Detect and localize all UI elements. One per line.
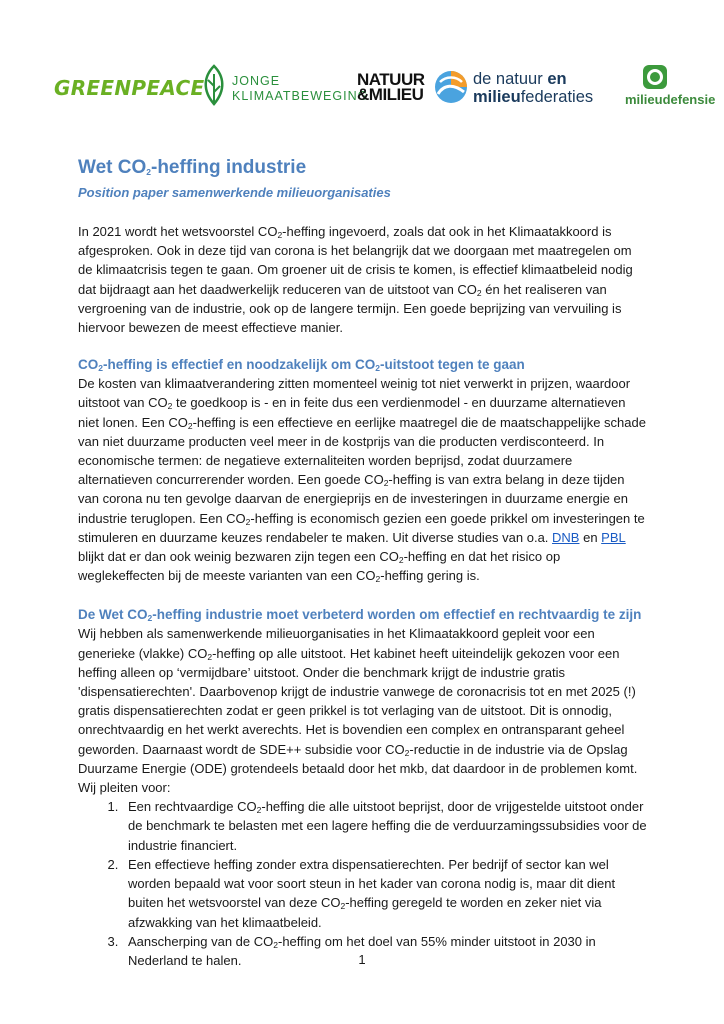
page-number: 1 <box>358 952 366 967</box>
logo-bar <box>52 62 716 112</box>
list-item: 1. Een rechtvaardige $CO_2$-heffing die alle uitstoot beprijst, door de vrijgestelde uitstoot onder de benchmark te belasten met een lagere heffing die de verduurzamingssubsidies voor de industrie financiert. <box>122 797 648 855</box>
natuur-en-milieu-logo <box>357 72 425 102</box>
pbl-link[interactable]: PBL <box>601 529 626 545</box>
section-paragraph-effectief: De kosten van klimaatverandering zitten momenteel weinig tot niet verwerkt in prijzen, waardoor uitstoot van $CO_2$ te goedkoop is - en in feite dus een verdienmodel - en duurzame alternatieven niet lonen. Een $CO_2$-heffing is een effectieve en eerlijke maatregel die de maatschappelijke schade van niet duurzame producten veel meer in de kostprijs van die producten verdisconteerd. In economische termen: de negatieve externaliteiten worden beprijsd, zodat duurzamere alternatieven concurrerender worden. Een goede $CO_2$-heffing is van extra belang in deze tijden van corona nu ten gevolge daarvan de energieprijs en de investeringen in duurzame energie en industrie teruglopen. Een $CO_2$-heffing is economisch gezien een goede prikkel om investeringen te stimuleren en duurzame keuzes rendabeler te maken. Uit diverse studies van o.a. DNB en PBL blijkt dat er dan ook weinig bezwaren zijn tegen een $CO_2$-heffing en dat het risico op weglekeffecten bij de meeste varianten van een $CO_2$-heffing gering is. <box>78 376 646 585</box>
intro-paragraph: In 2021 wordt het wetsvoorstel $CO_2$-heffing ingevoerd, zoals dat ook in het Klimaatakkoord is afgesproken. Ook in deze tijd van corona is het belangrijk dat we doorgaan met maatregelen om de klimaatcrisis tegen te gaan. Om groener uit de crisis te komen, is effectief klimaatbeleid nodig dat bijdraagt aan het daadwerkelijk reduceren van de uitstoot van $CO_2$ én het realiseren van vergroening van de industrie, ook op de langere termijn. Een goede beprijzing van vervuiling is hiervoor bewezen de meest effectieve manier. <box>78 224 633 336</box>
federaties-text-d: federaties <box>520 88 594 106</box>
demands-list <box>78 797 648 970</box>
milieu-text: &MILIEU <box>357 85 424 104</box>
list-item: 3. Aanscherping van de $CO_2$-heffing om het doel van 55% minder uitstoot in 2030 in Nederland te halen. <box>122 932 648 970</box>
klimaatbeweging-text: KLIMAATBEWEGING <box>232 89 369 103</box>
milieudefensie-icon <box>642 64 668 90</box>
section-heading-verbeterd: De Wet $CO_2$-heffing industrie moet verbeterd worden om effectief en rechtvaardig te zijn <box>78 607 642 624</box>
federaties-circle-icon <box>434 70 468 104</box>
jonge-text: JONGE <box>232 74 281 88</box>
milieudefensie-text: milieudefensie <box>625 92 716 107</box>
federaties-text-a: de natuur <box>473 70 548 88</box>
document-body <box>78 156 648 970</box>
leaf-icon <box>200 64 228 106</box>
dnb-link[interactable]: DNB <box>552 529 580 545</box>
federaties-text-b: en <box>547 70 567 88</box>
natuur-text: NATUUR <box>357 70 425 89</box>
section-paragraph-verbeterd: Wij hebben als samenwerkende milieuorganisaties in het Klimaatakkoord gepleit voor een generieke (vlakke) $CO_2$-heffing op alle uitstoot. Het kabinet heeft uiteindelijk gekozen voor een heffing alleen op ‘vermijdbare’ uitstoot. Onder die benchmark krijgt de industrie gratis 'dispensatierechten'. Daarbovenop krijgt de industrie vanwege de coronacrisis tot en met 2025 (!) gratis dispensatierechten zodat er geen prikkel is tot verlaging van de uitstoot. Dit is onnodig, onrechtvaardig en het werkt averechts. Het is bovendien een complex en ontransparant geheel geworden. Daarnaast wordt de SDE++ subsidie voor $CO_2$-reductie in de industrie via de Opslag Duurzame Energie (ODE) grotendeels betaald door het mkb, dat daardoor in de problemen komt. Wij pleiten voor: <box>78 626 638 796</box>
greenpeace-logo: GREENPEACE <box>54 76 205 100</box>
document-subtitle: Position paper samenwerkende milieuorganisaties <box>78 185 391 200</box>
list-item: 2. Een effectieve heffing zonder extra dispensatierechten. Per bedrijf of sector kan wel worden bepaald wat voor soort steun in het kader van corona nodig is, maar dit dient buiten het wetsvoorstel van deze $CO_2$-heffing geregeld te worden en zeker niet via afzwakking van het klimaatbeleid. <box>122 855 648 932</box>
federaties-text-c: milieu <box>473 88 521 106</box>
section-heading-effectief: $CO_2$-heffing is effectief en noodzakelijk om $CO_2$-uitstoot tegen te gaan <box>78 357 525 374</box>
document-title: Wet $CO_2$-heffing industrie <box>78 157 307 178</box>
